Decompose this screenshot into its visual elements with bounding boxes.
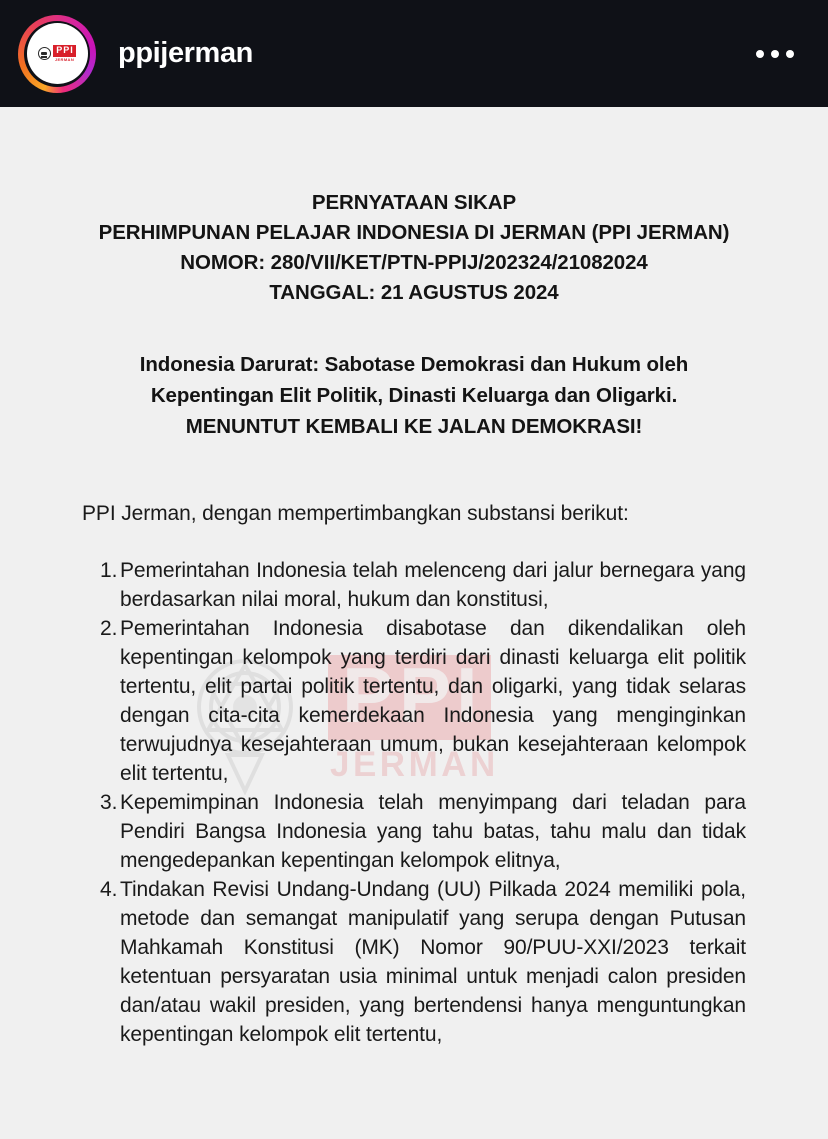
- clause-text: Pemerintahan Indonesia disabotase dan dikendalikan oleh kepentingan kelompok yang terdiri dari dinasti keluarga elit politik tertentu, elit partai politik tertentu, dan oligarki, yang tidak selaras dengan cita-cita kemerdekaan Indonesia yang menginginkan terwujudnya kesejahteraan umum, bukan kesejahteraan kelompok elit tertentu,: [120, 617, 746, 785]
- clause-number: 1.: [100, 559, 118, 582]
- watermark-primary: PPI: [328, 655, 491, 740]
- more-dot-1: [756, 50, 764, 58]
- post-document-image: [0, 107, 828, 1139]
- clause-item: [100, 875, 746, 1049]
- title-line-2: PERHIMPUNAN PELAJAR INDONESIA DI JERMAN (PPI JERMAN): [98, 221, 730, 244]
- more-dot-3: [786, 50, 794, 58]
- clause-text: Kepemimpinan Indonesia telah menyimpang dari teladan para Pendiri Bangsa Indonesia yang tahu batas, tahu malu dan tidak mengedepankan kepentingan kelompok elitnya,: [120, 791, 746, 872]
- clause-item: [100, 556, 746, 614]
- document-intro: PPI Jerman, dengan mempertimbangkan substansi berikut:: [82, 502, 629, 525]
- subtitle-line-1: Indonesia Darurat: Sabotase Demokrasi dan Hukum oleh: [139, 353, 689, 376]
- avatar-logo-secondary: JERMAN: [54, 56, 75, 62]
- post-header: [0, 0, 828, 107]
- account-username[interactable]: ppijerman: [118, 37, 253, 69]
- clause-number: 4.: [100, 878, 118, 901]
- document-content: [0, 107, 828, 1049]
- avatar[interactable]: [18, 15, 96, 93]
- ppi-emblem-icon: [38, 47, 51, 60]
- subtitle-line-3: MENUNTUT KEMBALI KE JALAN DEMOKRASI!: [185, 415, 643, 438]
- avatar-logo-primary: PPI: [53, 45, 76, 57]
- clause-text: Pemerintahan Indonesia telah melenceng dari jalur bernegara yang berdasarkan nilai moral, hukum dan konstitusi,: [120, 559, 746, 611]
- title-line-3: NOMOR: 280/VII/KET/PTN-PPIJ/202324/21082024: [180, 251, 648, 274]
- avatar-logo-text: [53, 45, 76, 62]
- clause-number: 3.: [100, 791, 118, 814]
- clause-item: [100, 788, 746, 875]
- title-line-1: PERNYATAAN SIKAP: [311, 191, 517, 214]
- document-clause-list: [0, 556, 828, 1049]
- avatar-image: [27, 23, 88, 84]
- clause-number: 2.: [100, 617, 118, 640]
- watermark-secondary: JERMAN: [330, 745, 499, 785]
- more-dot-2: [771, 50, 779, 58]
- clause-item: [100, 614, 746, 788]
- more-options-icon[interactable]: [756, 50, 800, 58]
- subtitle-line-2: Kepentingan Elit Politik, Dinasti Keluarga dan Oligarki.: [150, 384, 678, 407]
- title-line-4: TANGGAL: 21 AGUSTUS 2024: [269, 281, 559, 304]
- document-subtitle: [0, 308, 828, 442]
- clause-text: Tindakan Revisi Undang-Undang (UU) Pilkada 2024 memiliki pola, metode dan semangat manipulatif yang serupa dengan Putusan Mahkamah Konstitusi (MK) Nomor 90/PUU-XXI/2023 terkait ketentuan persyaratan usia minimal untuk menjadi calon presiden dan/atau wakil presiden, yang bertendensi hanya menguntungkan kepentingan kelompok elit tertentu,: [120, 878, 746, 1046]
- avatar-ring-inner: [24, 21, 90, 87]
- document-title: [0, 107, 828, 308]
